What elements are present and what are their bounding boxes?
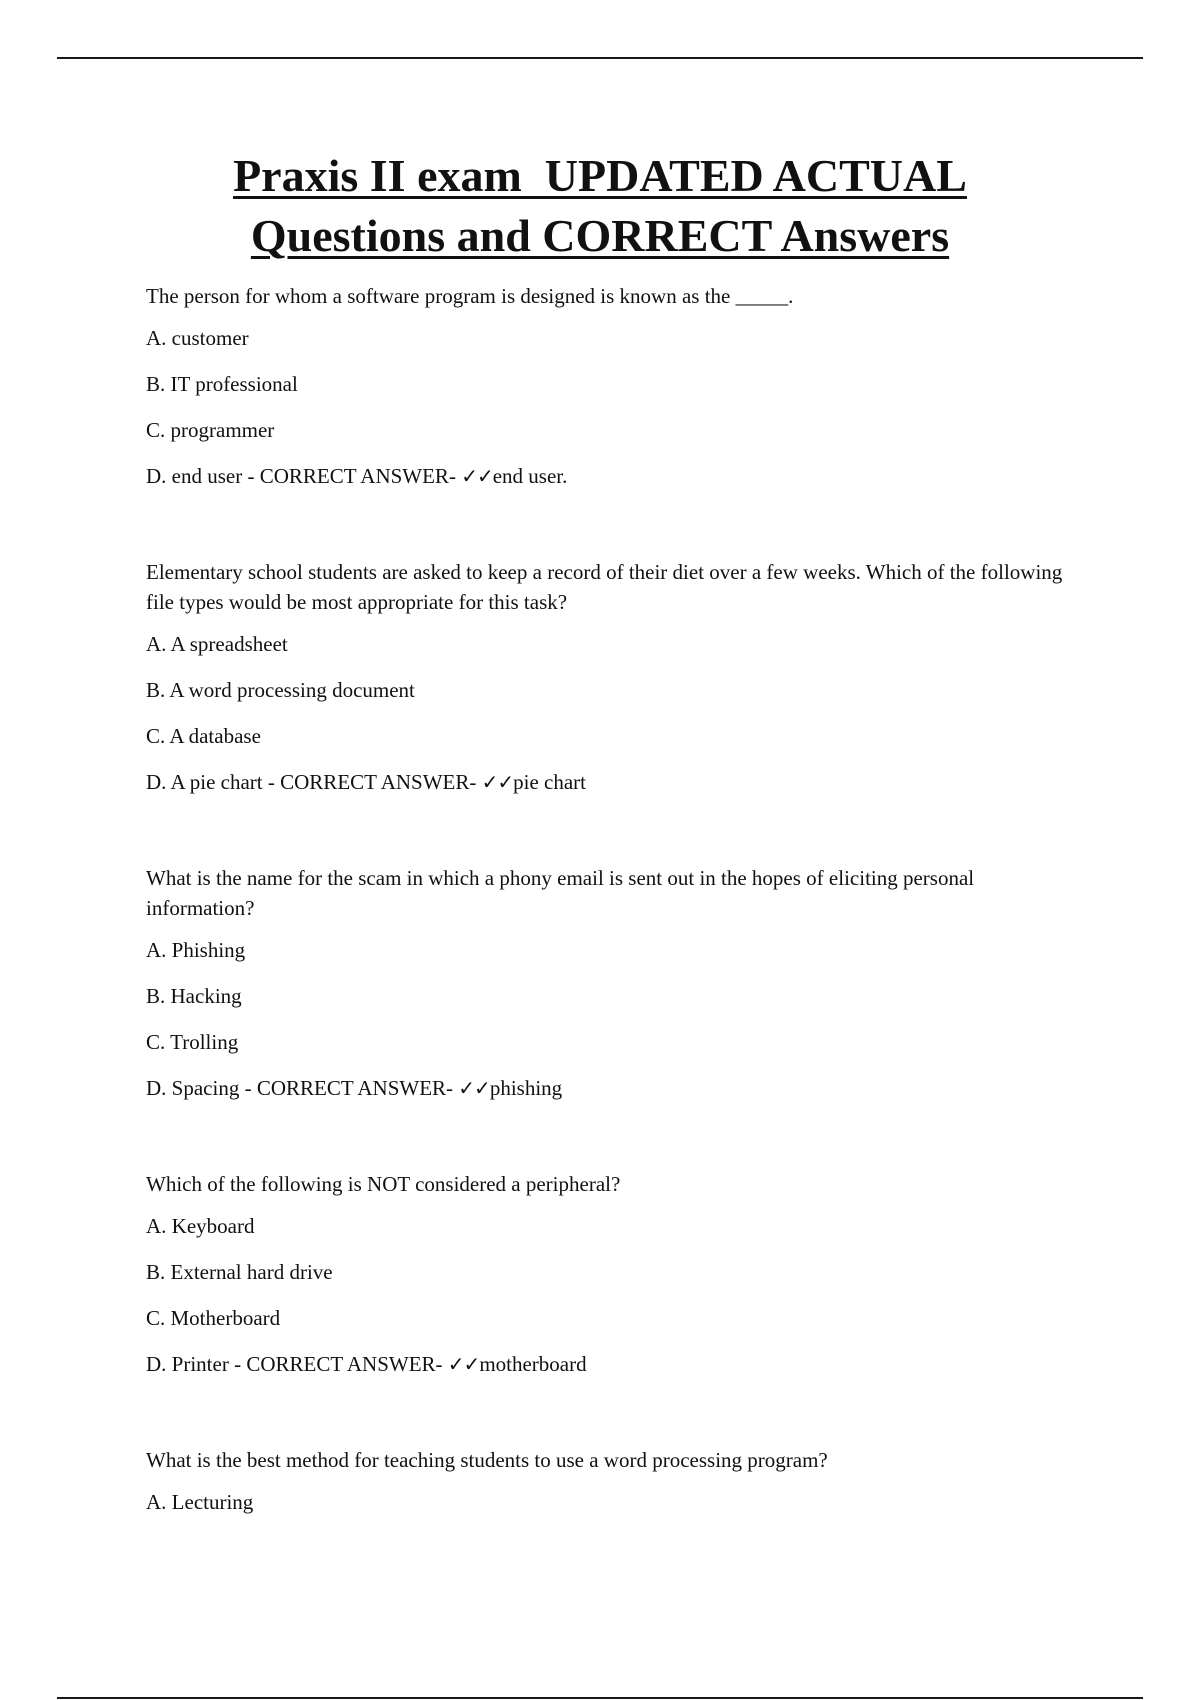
question-2 — [146, 557, 1066, 797]
title-line-2: Questions and CORRECT Answers — [250, 210, 950, 261]
question-text: What is the best method for teaching students to use a word processing program? — [146, 1448, 828, 1472]
check-mark-icon: ✓✓ — [481, 770, 514, 794]
option-c: C. A database — [146, 724, 261, 748]
document-title — [0, 146, 1200, 266]
question-5 — [146, 1445, 1066, 1517]
option-a: A. Keyboard — [146, 1214, 255, 1238]
option-b: B. A word processing document — [146, 678, 415, 702]
correct-answer: phishing — [489, 1076, 563, 1100]
option-b: B. IT professional — [146, 372, 298, 396]
question-3 — [146, 863, 1066, 1103]
question-list — [146, 281, 1066, 1533]
option-a: A. A spreadsheet — [146, 632, 288, 656]
option-d-with-answer — [146, 1073, 1066, 1103]
question-4 — [146, 1169, 1066, 1379]
option-d: D. A pie chart - CORRECT ANSWER- — [146, 770, 482, 794]
check-mark-icon: ✓✓ — [458, 1076, 490, 1100]
option-d: D. Spacing - CORRECT ANSWER- — [146, 1076, 459, 1100]
option-b: B. Hacking — [146, 984, 242, 1008]
check-mark-icon: ✓✓ — [447, 1352, 480, 1376]
option-d: D. Printer - CORRECT ANSWER- — [146, 1352, 448, 1376]
correct-answer: motherboard — [479, 1352, 587, 1376]
question-text: What is the name for the scam in which a phony email is sent out in the hopes of eliciting personal information? — [146, 866, 975, 920]
correct-answer: end user. — [492, 464, 568, 488]
option-a: A. Lecturing — [146, 1490, 254, 1514]
question-1 — [146, 281, 1066, 491]
option-a: A. customer — [146, 326, 249, 350]
question-text: Which of the following is NOT considered a peripheral? — [146, 1172, 621, 1196]
option-a: A. Phishing — [146, 938, 246, 962]
correct-answer: pie chart — [513, 770, 586, 794]
option-c: C. Motherboard — [146, 1306, 281, 1330]
footer-rule — [57, 1697, 1143, 1699]
check-mark-icon: ✓✓ — [461, 464, 493, 488]
option-c: C. Trolling — [146, 1030, 239, 1054]
option-d: D. end user - CORRECT ANSWER- — [146, 464, 462, 488]
option-b: B. External hard drive — [146, 1260, 333, 1284]
title-line-1: Praxis II exam UPDATED ACTUAL — [233, 150, 967, 201]
option-c: C. programmer — [146, 418, 275, 442]
question-text: The person for whom a software program is designed is known as the _____. — [146, 284, 794, 308]
question-text: Elementary school students are asked to keep a record of their diet over a few weeks. Which of the following file types would be most appropriate for this task? — [146, 560, 1063, 614]
option-d-with-answer — [146, 461, 1066, 491]
header-rule — [57, 57, 1143, 59]
option-d-with-answer — [146, 767, 1066, 797]
option-d-with-answer — [146, 1349, 1066, 1379]
